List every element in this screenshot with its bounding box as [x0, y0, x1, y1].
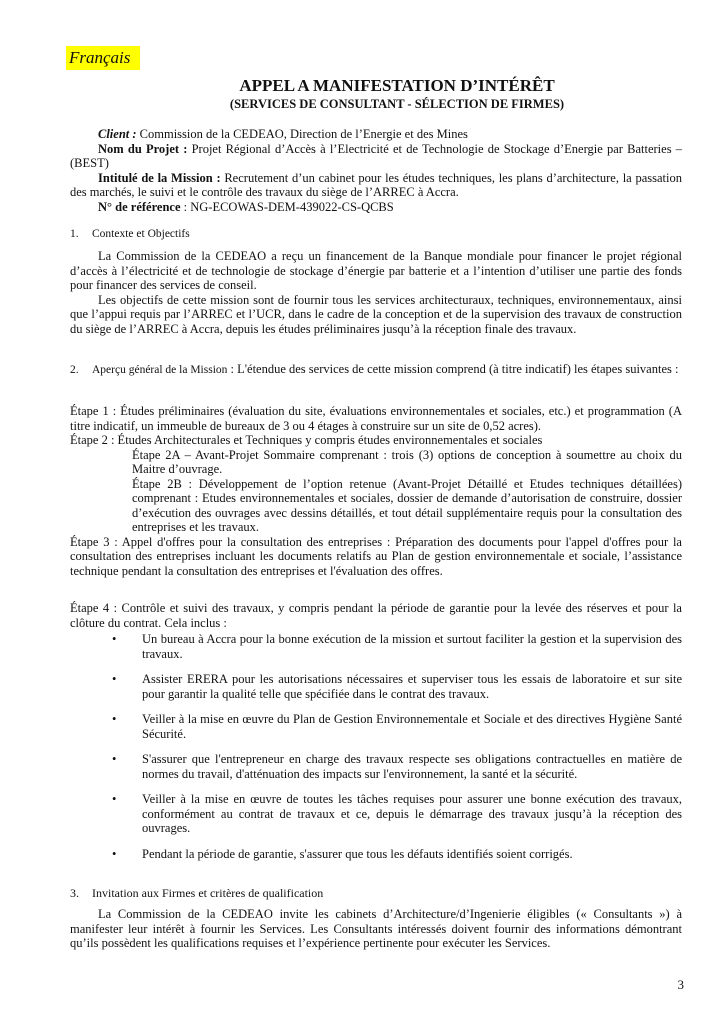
- section-2-step-4: [70, 601, 682, 630]
- bullet-icon: •: [112, 792, 117, 806]
- mission-line: [70, 171, 682, 200]
- bullet-list: [70, 632, 682, 861]
- list-item-text: S'assurer que l'entrepreneur en charge des travaux respecte ses obligations contractuelles en matière de normes du travail, d'atténuation des impacts sur l'environnement, la santé et la sécurité.: [142, 752, 682, 781]
- section-3-title: Invitation aux Firmes et critères de qualification: [92, 886, 324, 900]
- section-2-heading-line: [70, 362, 682, 378]
- project-line: [70, 142, 682, 171]
- step-4-bullets: [70, 632, 682, 872]
- step-2b: Étape 2B : Développement de l’option retenue (Avant-Projet Détaillé et Etudes techniques détaillées) comprenant : Etudes environnementales et sociales, dossier de demande d’autorisation de construire, dossier d’exécution des ouvrages avec dessins détaillés, et tout détail supplémentaire requis pour la consultation des entreprises et les travaux.: [132, 476, 682, 534]
- bullet-icon: •: [112, 672, 117, 686]
- client-label: Client :: [98, 127, 137, 141]
- list-item-text: Assister ERERA pour les autorisations nécessaires et superviser tous les essais de laboratoire et sur site pour garantir la qualité telle que spécifiée dans le contrat des travaux.: [142, 672, 682, 701]
- step-3: Étape 3 : Appel d'offres pour la consultation des entreprises : Préparation des documents pour l'appel d'offres pour la consultation des entreprises incluant les documents relatifs au Plan de gestion environnementale et sociale, l’assistance technique pendant la consultation des entreprises et l'évaluation des offres.: [70, 534, 682, 578]
- bullet-icon: •: [112, 632, 117, 646]
- document-title: APPEL A MANIFESTATION D’INTÉRÊT: [239, 76, 555, 95]
- section-1-paragraph-1: La Commission de la CEDEAO a reçu un financement de la Banque mondiale pour financer le projet régional d’accès à l’électricité et de technologie de stockage d’énergie par batterie et a l’intention d’utiliser une partie des fonds pour financer des services de conseil.: [70, 249, 682, 292]
- step-2a: Étape 2A – Avant-Projet Sommaire comprenant : trois (3) options de conception à soumettre au choix du Maitre d’ouvrage.: [132, 447, 682, 476]
- page-number: 3: [677, 977, 684, 992]
- section-3-body: [70, 907, 682, 951]
- header-info: [70, 127, 682, 214]
- document-subtitle: (SERVICES DE CONSULTANT - SÉLECTION DE FIRMES): [229, 97, 565, 111]
- reference-value: : NG-ECOWAS-DEM-439022-CS-QCBS: [180, 199, 394, 214]
- step-2: Étape 2 : Études Architecturales et Techniques y compris études environnementales et sociales: [70, 433, 543, 447]
- list-item: [70, 712, 682, 741]
- section-1-body: [70, 249, 682, 336]
- section-1-paragraph-2: Les objectifs de cette mission sont de fournir tous les services architecturaux, techniques, environnementaux, ainsi que l’appui requis par l’ARREC et l’UCR, dans le cadre de la conception et de la supervision des travaux de construction du siège de l’ARREC à Accra, depuis les études préliminaires jusqu’à la réception finale des travaux.: [70, 292, 682, 336]
- section-3-heading: [70, 886, 323, 901]
- section-3-number: 3.: [70, 886, 79, 900]
- section-3-paragraph-1: La Commission de la CEDEAO invite les cabinets d’Architecture/d’Ingenierie éligibles (« Consultants ») à manifester leur intérêt à fournir les Services. Les Consultants intéressés doivent fournir des informations démontrant qu’ils possèdent les qualifications requises et l’expérience pertinente pour exécuter les Services.: [70, 907, 682, 950]
- list-item: [70, 792, 682, 836]
- section-2-number: 2.: [70, 364, 79, 376]
- section-1-heading: [70, 228, 190, 240]
- reference-line: [70, 200, 682, 215]
- step-4: Étape 4 : Contrôle et suivi des travaux, y compris pendant la période de garantie pour la levée des réserves et pour la clôture du contrat. Cela inclus :: [70, 601, 682, 630]
- project-label: Nom du Projet :: [98, 141, 188, 156]
- section-1-number: 1.: [70, 228, 79, 240]
- list-item-text: Pendant la période de garantie, s'assurer que tous les défauts identifiés soient corrigés.: [142, 846, 573, 861]
- bullet-icon: •: [112, 846, 117, 861]
- list-item: [70, 752, 682, 781]
- section-1-title: Contexte et Objectifs: [92, 228, 190, 240]
- section-2-intro-text: : L'étendue des services de cette mission comprend (à titre indicatif) les étapes suivantes :: [227, 362, 679, 376]
- list-item: [70, 632, 682, 661]
- mission-label: Intitulé de la Mission :: [98, 170, 221, 185]
- client-value: Commission de la CEDEAO, Direction de l’Energie et des Mines: [136, 127, 468, 141]
- step-1: Étape 1 : Études préliminaires (évaluation du site, évaluations environnementales et sociales, etc.) et programmation (A titre indicatif, un immeuble de bureaux de 3 ou 4 étages à construire sur un site de 0,52 acres).: [70, 404, 682, 433]
- section-2-steps: [70, 404, 682, 578]
- list-item: [70, 847, 682, 862]
- language-tag: Français: [66, 46, 140, 70]
- list-item-text: Veiller à la mise en œuvre du Plan de Gestion Environnementale et Sociale et des directives Hygiène Santé Sécurité.: [142, 712, 682, 741]
- reference-label: N° de référence: [98, 199, 181, 214]
- bullet-icon: •: [112, 712, 117, 726]
- bullet-icon: •: [112, 752, 117, 766]
- list-item-text: Un bureau à Accra pour la bonne exécution de la mission et surtout faciliter la gestion et la supervision des travaux.: [142, 632, 682, 661]
- list-item: [70, 672, 682, 701]
- section-2-intro: [70, 362, 682, 378]
- client-line: [70, 127, 682, 142]
- mission-value: Recrutement d’un cabinet pour les études techniques, les plans d’architecture, la passation des marchés, le suivi et le contrôle des travaux du siège de l’ARREC à Accra.: [70, 170, 682, 199]
- project-value: Projet Régional d’Accès à l’Electricité et de Technologie de Stockage d’Energie par Batteries – (BEST): [70, 141, 682, 170]
- list-item-text: Veiller à la mise en œuvre de toutes les tâches requises pour assurer une bonne exécution des travaux, conformément au contrat de travaux et ce, depuis le démarrage des travaux jusqu’à la réception des ouvrages.: [142, 792, 682, 835]
- section-2-title: Aperçu général de la Mission: [92, 364, 228, 376]
